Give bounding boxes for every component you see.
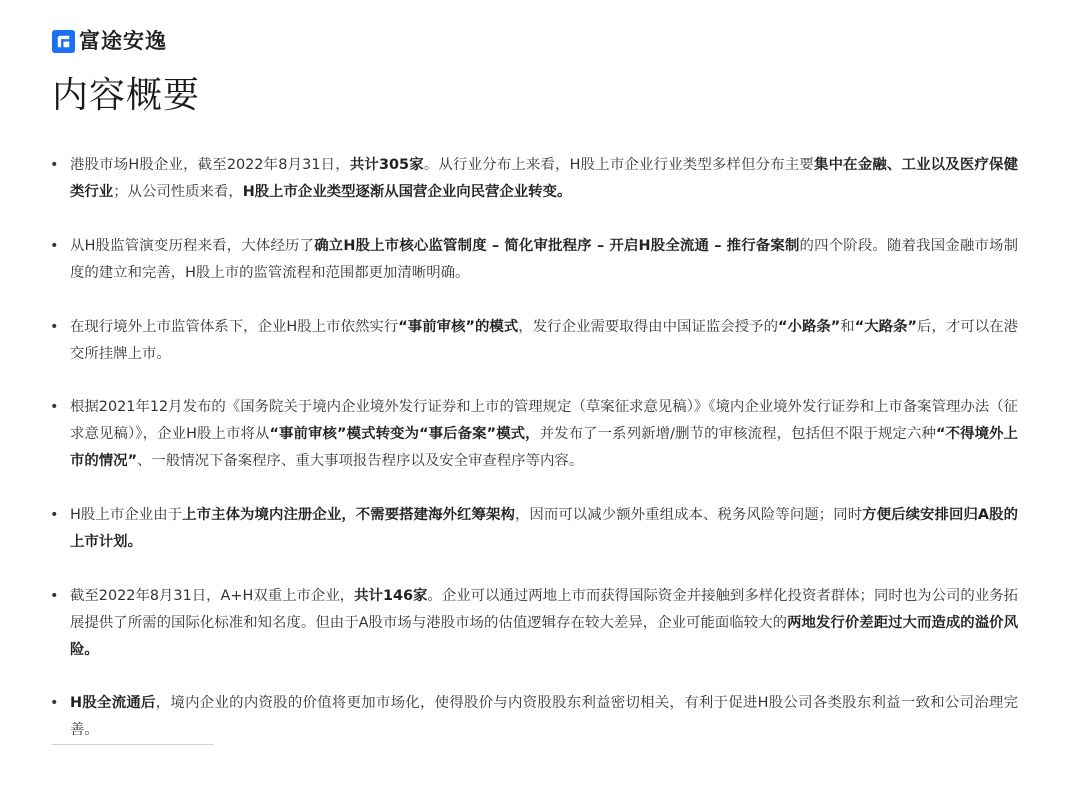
bullet-text: 、一般情况下备案程序、重大事项报告程序以及安全审查程序等内容。 [137,453,584,469]
bullet-emphasis-text: “事前审核”的模式 [398,319,519,335]
bullet-emphasis-text: 确立H股上市核心监管制度 – 简化审批程序 – 开启H股全流通 – 推行备案制 [314,238,800,254]
bullet-emphasis-text: “大路条” [854,319,917,335]
bullet-text: 。从行业分布上来看，H股上市企业行业类型多样但分布主要 [423,157,814,173]
bullet-emphasis-text: 方便后续安排回归A股的上市计划。 [70,507,1018,550]
bullet-text: 根据2021年12月发布的《国务院关于境内企业境外发行证券和上市的管理规定（草案征求意见稿）》《境内企业境外发行证券和上市备案管理办法（征求意见稿）》，企业H股上市将从 [70,399,1018,442]
bullet-text: 后，才可以在港交所挂牌上市。 [70,319,1018,362]
summary-bullet [48,152,1018,206]
bullet-emphasis-text: 上市主体为境内注册企业，不需要搭建海外红筹架构 [182,507,515,523]
futu-logo-icon [52,30,75,53]
summary-bullet [48,394,1018,475]
bullet-emphasis-text: H股全流通后 [70,695,156,711]
bullet-text: 和 [840,319,855,335]
summary-bullet [48,690,1018,744]
bullet-text: 港股市场H股企业，截至2022年8月31日， [70,157,350,173]
bullet-emphasis-text: “不得境外上市的情况” [70,426,1018,469]
page-title: 内容概要 [52,75,201,116]
bullet-text: 从H股监管演变历程来看，大体经历了 [70,238,315,254]
footer-divider [52,744,214,745]
bullet-emphasis-text: “小路条” [778,319,841,335]
bullet-emphasis-text: 共计305家 [349,157,424,173]
bullet-text: ；从公司性质来看， [113,184,243,200]
bullet-text: 在现行境外上市监管体系下，企业H股上市依然实行 [70,319,399,335]
bullet-text: ，发行企业需要取得由中国证监会授予的 [518,319,779,335]
bullet-text: ，因而可以减少额外重组成本、税务风险等问题；同时 [514,507,863,523]
brand-logo [52,29,167,53]
bullet-emphasis-text: “事前审核”模式转变为“事后备案”模式， [269,426,540,442]
bullet-text: 的四个阶段。随着我国金融市场制度的建立和完善，H股上市的监管流程和范围都更加清晰明确。 [70,238,1018,281]
bullet-emphasis-text: 共计146家 [354,588,428,604]
brand-name: 富途安逸 [79,29,167,53]
summary-bullet [48,583,1018,664]
bullet-text: 并发布了一系列新增/删节的审核流程，包括但不限于规定六种 [539,426,937,442]
bullet-emphasis-text: 集中在金融、工业以及医疗保健类行业 [70,157,1018,200]
bullet-text: 。企业可以通过两地上市而获得国际资金并接触到多样化投资者群体；同时也为公司的业务拓展提供了所需的国际化标准和知名度。但由于A股市场与港股市场的估值逻辑存在较大差异，企业可能面临较大的 [70,588,1018,631]
summary-bullet [48,314,1018,368]
bullet-text: H股上市企业由于 [70,507,183,523]
summary-bullet [48,233,1018,287]
bullet-emphasis-text: H股上市企业类型逐渐从国营企业向民营企业转变。 [242,184,572,200]
summary-list [48,152,1018,744]
summary-bullet [48,502,1018,556]
bullet-emphasis-text: 两地发行价差距过大而造成的溢价风险。 [70,615,1018,658]
bullet-text: 截至2022年8月31日，A+H双重上市企业， [70,588,355,604]
bullet-text: ，境内企业的内资股的价值将更加市场化，使得股价与内资股股东利益密切相关，有利于促进H股公司各类股东利益一致和公司治理完善。 [70,695,1018,738]
